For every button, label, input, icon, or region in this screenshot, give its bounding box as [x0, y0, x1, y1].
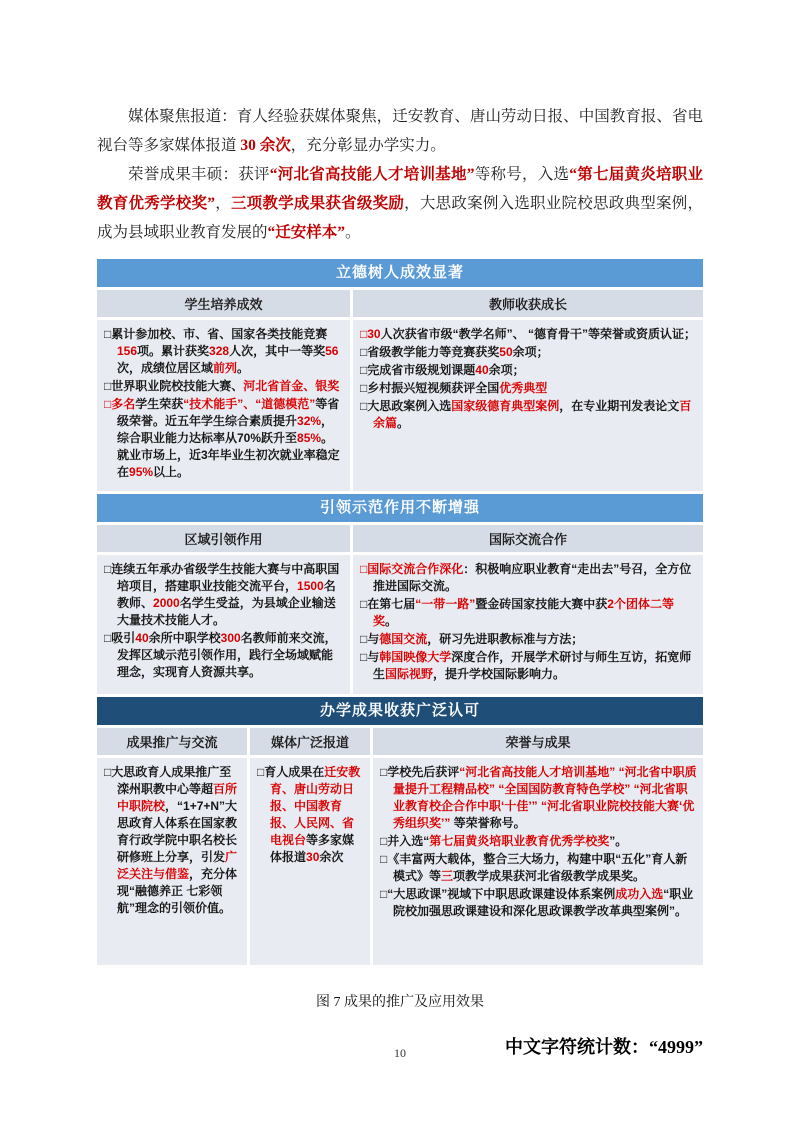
text-run: □ — [360, 597, 368, 612]
bullet-item — [104, 561, 344, 629]
text-run: 与 — [367, 632, 380, 647]
table-cell — [373, 758, 703, 965]
text-run: ，综合职业能力达标率从70%跃升至 — [117, 414, 334, 446]
text-run: 。 — [237, 361, 250, 376]
highlight-run: 百所中职院校 — [117, 781, 238, 813]
bullet-item — [360, 326, 697, 343]
highlight-run: 50 — [499, 345, 513, 360]
bullet-item — [360, 398, 697, 432]
text-run: 乡村振兴短视频获评全国 — [367, 381, 500, 396]
body-paragraph — [97, 102, 703, 160]
highlight-run: 广泛关注与借鉴 — [117, 849, 238, 881]
text-run: □ — [360, 399, 368, 414]
bullet-item — [104, 378, 344, 395]
text-run: 学校先后获评 — [387, 764, 460, 779]
text-run: □ — [380, 886, 388, 901]
text-run: 与 — [367, 650, 380, 665]
bullet-item — [380, 886, 697, 920]
highlight-run: “河北省高技能人才培训基地” “河北省中职质量提升工程精品校” “全国国防教育特色学校” “河北省职业教育校企合作中职‘十佳’” “河北省职业院校技能大赛‘优秀组织奖’” — [393, 764, 697, 830]
text-run: 连续五年承办省级学生技能大赛与中高职国培项目，搭建职业技能交流平台， — [111, 562, 340, 594]
table-cell — [97, 758, 247, 965]
section-grid — [97, 728, 703, 965]
column-subheader: 国际交流合作 — [353, 525, 703, 552]
highlight-run: 三项教学成果获省级奖励 — [230, 195, 405, 212]
text-run: 以上。 — [153, 465, 190, 480]
text-run: 名教师前来交流，发挥区域示范引领作用，践行全场域赋能理念，实现育人资源共享。 — [117, 631, 337, 680]
text-run: ，研习先进职教标准与方法； — [427, 632, 584, 647]
table-cell — [97, 320, 350, 491]
column-subheader: 区域引领作用 — [97, 525, 350, 552]
highlight-run: 30 余次 — [240, 137, 291, 154]
section-table — [97, 697, 703, 965]
text-run: 。就业市场上，近3年毕业生初次就业率稳定在 — [117, 431, 340, 480]
text-run: 大思政案例入选 — [367, 399, 452, 414]
highlight-run: 40 — [135, 631, 149, 646]
highlight-run: 百余篇 — [373, 399, 692, 431]
text-run: 项教学成果获河北省级教学成果奖。 — [453, 868, 646, 883]
section-header: 办学成果收获广泛认可 — [97, 697, 703, 725]
text-run: 项。累计获奖 — [137, 344, 210, 359]
highlight-run: 95% — [129, 465, 154, 480]
results-figure — [97, 259, 703, 965]
text-run: □ — [380, 851, 388, 866]
highlight-run: □ — [360, 562, 368, 577]
highlight-run: 国际视野 — [385, 667, 434, 682]
text-run: 余所中职学校 — [148, 631, 221, 646]
highlight-run: 第七届黄炎培职业教育优秀学校奖 — [429, 833, 610, 848]
highlight-run: □ — [360, 327, 368, 341]
section-table — [97, 259, 703, 491]
intro-paragraphs — [97, 102, 703, 247]
text-run: 等省级荣誉。近五年学生综合素质提升 — [117, 397, 340, 429]
text-run: □ — [104, 631, 112, 646]
text-run: 次，成绩位居区域 — [117, 361, 214, 376]
column-subheader: 学生培养成效 — [97, 290, 350, 317]
bullet-item — [104, 396, 344, 481]
highlight-run: 迁安教育、唐山劳动日报、中国教育报、人民网、省电视台 — [270, 764, 361, 847]
text-run: 学生荣获 — [135, 397, 184, 412]
highlight-run: 32% — [297, 414, 322, 429]
text-run: □ — [360, 632, 368, 647]
column-subheader: 教师收获成长 — [353, 290, 703, 317]
page-number: 10 — [394, 1046, 406, 1060]
table-cell — [97, 555, 350, 693]
table-cell — [353, 320, 703, 491]
highlight-run: 300 — [220, 631, 241, 646]
bullet-item — [380, 764, 697, 832]
text-run: □ — [360, 381, 368, 396]
highlight-run: 85% — [297, 431, 322, 446]
bullet-item — [380, 851, 697, 885]
highlight-run: 156 — [117, 344, 138, 359]
bullet-item — [104, 764, 241, 917]
text-run: □ — [360, 363, 368, 378]
highlight-run: 30 — [367, 327, 381, 341]
text-run: 省级教学能力等竞赛获奖 — [367, 345, 500, 360]
text-run: 等多家媒体报道 — [270, 832, 355, 864]
text-run: □ — [380, 833, 388, 848]
text-run: 媒体聚焦报道：育人经验获媒体聚焦，迁安教育、唐山劳动日报、中国教育报、省电视台等多家媒体报道 — [97, 108, 703, 154]
highlight-run: 成功入选 — [615, 886, 664, 901]
bullet-item — [360, 344, 697, 361]
column-subheader: 荣誉与成果 — [373, 728, 703, 755]
section-grid — [97, 290, 703, 491]
bullet-item — [360, 631, 697, 648]
highlight-run: 韩国映像大学 — [379, 650, 452, 665]
text-run: ，充分体现“融德养正 七彩领航”理念的引领价值。 — [117, 866, 238, 915]
highlight-run: 多名 — [111, 397, 136, 412]
column-subheader: 成果推广与交流 — [97, 728, 247, 755]
text-run: 名学生受益，为县域企业输送大量技术技能人才。 — [117, 596, 336, 628]
bullet-item — [360, 649, 697, 683]
text-run: □ — [104, 327, 112, 341]
text-run: 育人成果在 — [264, 764, 325, 779]
text-run: “职业院校加强思政课建设和深化思政课教学改革典型案例”。 — [393, 886, 694, 918]
highlight-run: 2000 — [153, 596, 180, 611]
text-run: 。 — [385, 614, 398, 629]
text-run: 等称号，入选 — [474, 166, 570, 183]
text-run: 深度合作，开展学术研讨与师生互访，拓宽师生 — [373, 650, 692, 682]
highlight-run: 河北省首金、银奖 — [243, 379, 340, 394]
highlight-run: “技术能手”、“道德模范” — [183, 397, 316, 412]
text-run: 余次 — [319, 849, 344, 864]
text-run: 完成省市级规划课题 — [367, 363, 476, 378]
highlight-run: 30 — [306, 849, 320, 864]
text-run: 等荣誉称号。 — [450, 815, 526, 830]
document-page — [97, 102, 703, 1059]
highlight-run: 40 — [475, 363, 489, 378]
text-run: 并入选“ — [387, 833, 430, 848]
text-run: 在第七届 — [367, 597, 416, 612]
section-table — [97, 494, 703, 693]
text-run: 吸引 — [111, 631, 136, 646]
bullet-item — [104, 630, 344, 681]
text-run: 暨金砖国家技能大赛中获 — [475, 597, 608, 612]
text-run: □ — [104, 379, 112, 394]
text-run: ，“1+7+N”大思政育人体系在国家教育行政学院中职名校长研修班上分享，引发 — [117, 798, 238, 864]
bullet-item — [360, 380, 697, 397]
table-cell — [250, 758, 370, 965]
text-run: ，在专业期刊发表论文 — [559, 399, 680, 414]
text-run: 人次，其中一等奖 — [229, 344, 326, 359]
highlight-run: 前列 — [213, 361, 238, 376]
highlight-run: □ — [104, 397, 112, 412]
text-run: □ — [360, 650, 368, 665]
text-run: 余项； — [512, 345, 549, 360]
text-run: ，充分彰显办学实力。 — [290, 137, 446, 154]
text-run: ：积极响应职业教育“走出去”号召，全方位推进国际交流。 — [373, 562, 692, 594]
bullet-item — [104, 326, 344, 377]
highlight-run: 1500 — [297, 579, 324, 594]
highlight-run: “一带一路” — [415, 597, 476, 612]
highlight-run: 56 — [325, 344, 339, 359]
text-run: □ — [104, 562, 112, 577]
section-grid — [97, 525, 703, 693]
text-run: 累计参加校、市、省、国家各类技能竞赛 — [111, 327, 328, 341]
highlight-run: 国家级德育典型案例 — [451, 399, 560, 414]
text-run: □ — [380, 764, 388, 779]
highlight-run: 三 — [441, 868, 454, 883]
section-header: 立德树人成效显著 — [97, 259, 703, 287]
text-run: □ — [360, 345, 368, 360]
text-run: 余项； — [488, 363, 525, 378]
highlight-run: 国际交流合作深化 — [367, 562, 464, 577]
text-run: □ — [257, 764, 265, 779]
highlight-run: “迁安样本” — [267, 224, 346, 241]
text-run: 大思政育人成果推广至滦州职教中心等超 — [111, 764, 232, 796]
text-run: ，提升学校国际影响力。 — [433, 667, 566, 682]
text-run: 荣誉成果丰硕：获评 — [128, 166, 270, 183]
bullet-item — [360, 596, 697, 630]
highlight-run: 328 — [209, 344, 230, 359]
char-count: 中文字符统计数：“4999” — [505, 1036, 703, 1057]
text-run: 名教师、 — [117, 579, 336, 611]
figure-caption: 图 7 成果的推广及应用效果 — [316, 994, 484, 1010]
text-run: ，大思政案例入选职业院校思政典型案例，成为县域职业教育发展的 — [97, 195, 703, 241]
text-run: 。 — [345, 224, 361, 241]
highlight-run: “第七届黄炎培职业教育优秀学校奖” — [97, 166, 703, 212]
text-run: 。 — [397, 416, 410, 431]
text-run: 世界职业院校技能大赛、 — [111, 379, 244, 394]
bullet-item — [360, 561, 697, 595]
text-run: □ — [104, 764, 112, 779]
highlight-run: 优秀典型 — [499, 381, 548, 396]
bullet-item — [380, 833, 697, 850]
text-run: “大思政课”视域下中职思政课建设体系案例 — [387, 886, 616, 901]
bullet-item — [257, 764, 364, 866]
column-subheader: 媒体广泛报道 — [250, 728, 370, 755]
bullet-item — [360, 362, 697, 379]
highlight-run: “河北省高技能人才培训基地” — [269, 166, 475, 183]
highlight-run: 德国交流 — [379, 632, 428, 647]
text-run: 《丰富两大载体，整合三大场力，构建中职“五化”育人新模式》等 — [387, 851, 688, 883]
highlight-run: 2个团体二等奖 — [373, 597, 674, 629]
text-run: 人次获省市级“教学名师”、 “德育骨干”等荣誉或资质认证； — [380, 327, 696, 341]
section-header: 引领示范作用不断增强 — [97, 494, 703, 522]
text-run: ， — [214, 195, 231, 212]
table-cell — [353, 555, 703, 693]
text-run: ”。 — [609, 833, 628, 848]
body-paragraph — [97, 160, 703, 247]
